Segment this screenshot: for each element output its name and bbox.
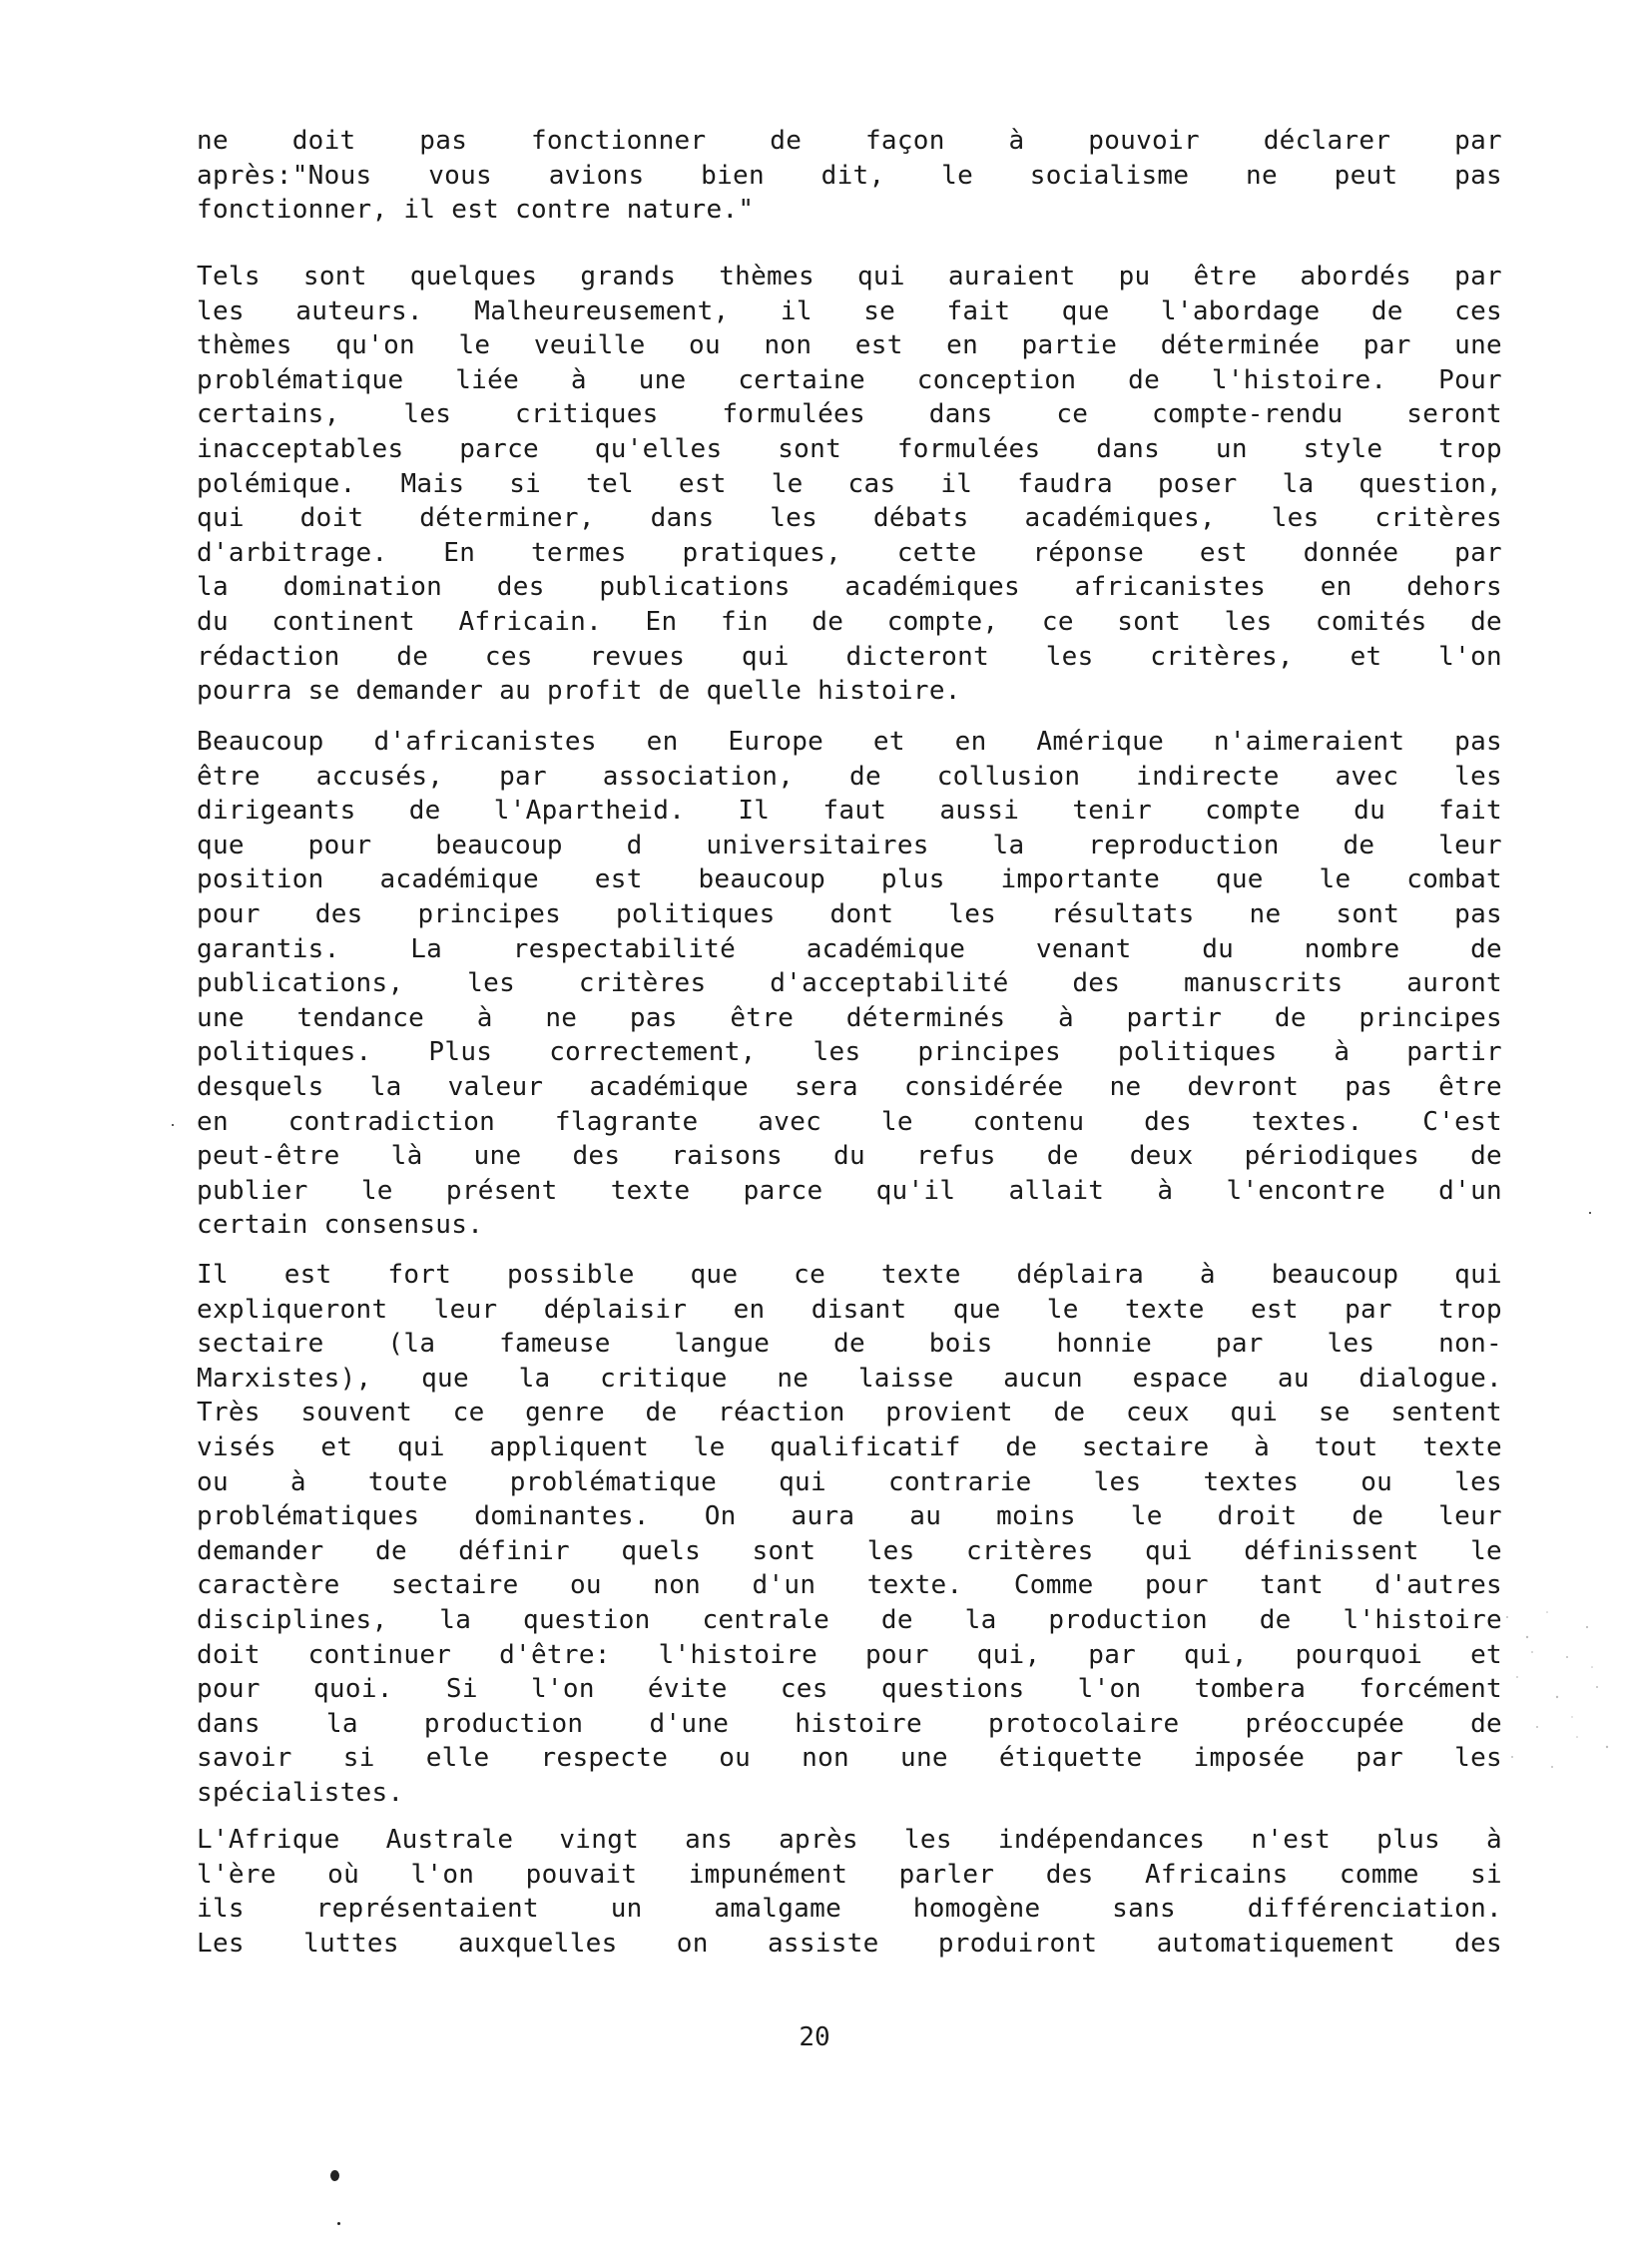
text-line: problématiques dominantes. On aura au moins le droit de leur (197, 1501, 1502, 1532)
text-line: rédaction de ces revues qui dicteront les critères, et l'on (197, 641, 1502, 672)
text-line: dans la production d'une histoire protocolaire préoccupée de (197, 1708, 1502, 1739)
text-line: Les luttes auxquelles on assiste produiront automatiquement des (197, 1928, 1502, 1959)
text-line: garantis. La respectabilité académique venant du nombre de (197, 933, 1502, 964)
text-line: sectaire (la fameuse langue de bois honnie par les non- (197, 1329, 1502, 1360)
text-line: dirigeants de l'Apartheid. Il faut aussi tenir compte du fait (197, 796, 1502, 827)
paragraph-3 (197, 725, 1502, 1243)
text-line: demander de définir quels sont les critères qui définissent le (197, 1535, 1502, 1566)
text-line: l'ère où l'on pouvait impunément parler des Africains comme si (197, 1859, 1502, 1890)
text-line: doit continuer d'être: l'histoire pour qui, par qui, pourquoi et (197, 1639, 1502, 1670)
text-line: Il est fort possible que ce texte déplaira à beaucoup qui (197, 1260, 1502, 1290)
text-line: peut-être là une des raisons du refus de deux périodiques de (197, 1141, 1502, 1172)
text-line: Très souvent ce genre de réaction provient de ceux qui se sentent (197, 1398, 1502, 1428)
text-line: publications, les critères d'acceptabilité des manuscrits auront (197, 968, 1502, 999)
text-line: Tels sont quelques grands thèmes qui auraient pu être abordés par (197, 262, 1502, 291)
text-line: spécialistes. (197, 1777, 404, 1808)
text-line: les auteurs. Malheureusement, il se fait que l'abordage de ces (197, 295, 1502, 326)
text-line: après:"Nous vous avions bien dit, le socialisme ne peut pas (197, 160, 1502, 191)
text-line: politiques. Plus correctement, les principes politiques à partir (197, 1037, 1502, 1068)
text-line: caractère sectaire ou non d'un texte. Comme pour tant d'autres (197, 1570, 1502, 1601)
text-line: visés et qui appliquent le qualificatif de sectaire à tout texte (197, 1431, 1502, 1462)
text-line: Marxistes), que la critique ne laisse aucun espace au dialogue. (197, 1363, 1502, 1394)
text-line: fonctionner, il est contre nature." (197, 195, 755, 226)
text-line: d'arbitrage. En termes pratiques, cette réponse est donnée par (197, 537, 1502, 568)
text-line: ne doit pas fonctionner de façon à pouvoir déclarer par (197, 126, 1502, 156)
text-line: une tendance à ne pas être déterminés à partir de principes (197, 1002, 1502, 1033)
paragraph-2 (197, 260, 1502, 709)
text-line: L'Afrique Australe vingt ans après les indépendances n'est plus à (197, 1825, 1502, 1855)
scan-noise (1497, 1597, 1617, 1777)
text-line: en contradiction flagrante avec le contenu des textes. C'est (197, 1106, 1502, 1137)
text-line: Beaucoup d'africanistes en Europe et en Amérique n'aimeraient pas (197, 727, 1502, 757)
text-line: la domination des publications académiques africanistes en dehors (197, 572, 1502, 603)
text-line: pourra se demander au profit de quelle histoire. (197, 676, 961, 707)
text-line: que pour beaucoup d universitaires la reproduction de leur (197, 830, 1502, 860)
text-line: ils représentaient un amalgame homogène sans différenciation. (197, 1894, 1502, 1925)
text-line: desquels la valeur académique sera considérée ne devront pas être (197, 1071, 1502, 1102)
page-number: 20 (799, 2022, 830, 2052)
scan-speck (330, 2170, 339, 2181)
text-line: publier le présent texte parce qu'il allait à l'encontre d'un (197, 1175, 1502, 1206)
text-line: être accusés, par association, de collusion indirecte avec les (197, 761, 1502, 792)
text-line: ou à toute problématique qui contrarie les textes ou les (197, 1466, 1502, 1497)
text-line: problématique liée à une certaine conception de l'histoire. Pour (197, 364, 1502, 395)
paragraph-5 (197, 1823, 1502, 1961)
text-line: disciplines, la question centrale de la production de l'histoire (197, 1604, 1502, 1635)
scan-speck (172, 1124, 174, 1126)
text-line: pour quoi. Si l'on évite ces questions l'on tombera forcément (197, 1674, 1502, 1705)
paragraph-1 (197, 124, 1502, 228)
text-line: certains, les critiques formulées dans ce compte-rendu seront (197, 399, 1502, 430)
text-line: position académique est beaucoup plus importante que le combat (197, 864, 1502, 895)
scan-speck (1589, 1212, 1591, 1214)
text-line: polémique. Mais si tel est le cas il faudra poser la question, (197, 468, 1502, 499)
text-line: certain consensus. (197, 1210, 484, 1241)
text-line: qui doit déterminer, dans les débats académiques, les critères (197, 503, 1502, 534)
scan-speck (337, 2222, 340, 2225)
paragraph-4 (197, 1258, 1502, 1811)
text-line: expliqueront leur déplaisir en disant que le texte est par trop (197, 1294, 1502, 1325)
text-line: du continent Africain. En fin de compte, ce sont les comités de (197, 606, 1502, 637)
text-line: thèmes qu'on le veuille ou non est en partie déterminée par une (197, 330, 1502, 361)
text-line: pour des principes politiques dont les résultats ne sont pas (197, 898, 1502, 929)
text-line: savoir si elle respecte ou non une étiquette imposée par les (197, 1743, 1502, 1774)
text-line: inacceptables parce qu'elles sont formulées dans un style trop (197, 433, 1502, 464)
